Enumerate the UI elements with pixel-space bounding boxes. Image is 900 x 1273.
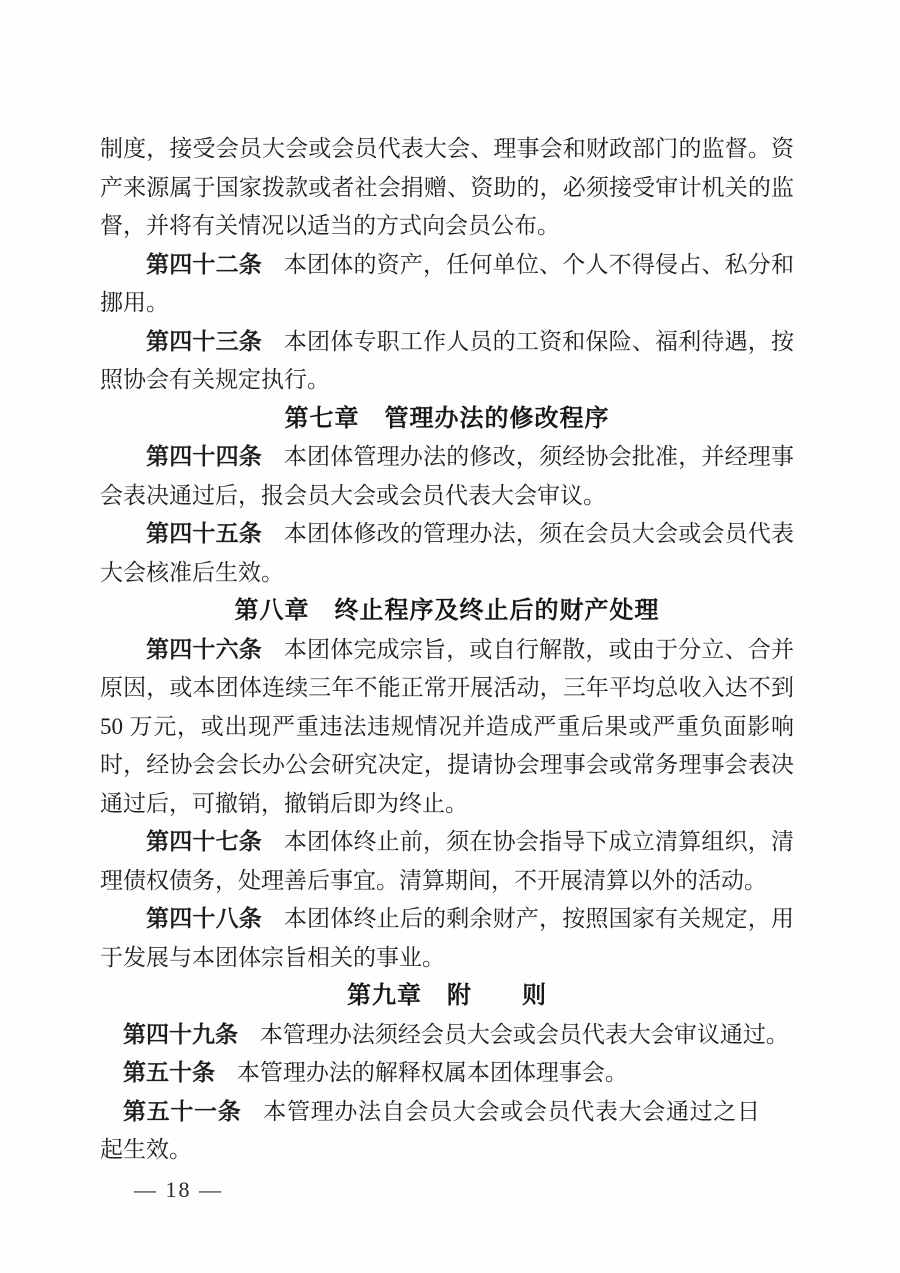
article-number-49: 第四十九条: [123, 1021, 238, 1047]
chapter-heading-9: 第九章 附 则: [347, 982, 547, 1009]
paragraph-continuation: [100, 130, 794, 246]
paragraph-article-51: [100, 1093, 794, 1170]
article-number-45: 第四十五条: [146, 521, 262, 546]
article-number-44: 第四十四条: [146, 444, 262, 469]
article-number-50: 第五十条: [123, 1060, 215, 1085]
article-text-42: 本团体的资产，任何单位、个人不得侵占、私分和挪用。: [100, 251, 795, 315]
article-text-49: 本管理办法须经会员大会或会员代表大会审议通过。: [259, 1021, 789, 1047]
chapter-heading-8: 第八章 终止程序及终止后的财产处理: [234, 597, 660, 624]
chapter-heading-7: 第七章 管理办法的修改程序: [284, 404, 610, 432]
document-page-body: [100, 130, 794, 1210]
paragraph-article-47: [100, 823, 794, 900]
paragraph-article-45: [100, 515, 794, 592]
article-number-51: 第五十一条: [123, 1098, 242, 1124]
article-text-45: 本团体修改的管理办法，须在会员大会或会员代表大会核准后生效。: [100, 521, 795, 585]
paragraph-article-46: [100, 631, 794, 824]
article-number-43: 第四十三条: [146, 328, 262, 354]
paragraph-article-48: [100, 900, 794, 977]
article-text-48: 本团体终止后的剩余财产，按照国家有关规定，用于发展与本团体宗旨相关的事业。: [100, 906, 795, 970]
paragraph-article-50: [100, 1054, 794, 1093]
page-number: — 18 —: [134, 1176, 223, 1202]
article-number-48: 第四十八条: [146, 906, 262, 931]
paragraph-article-43: [100, 323, 794, 400]
article-number-42: 第四十二条: [146, 251, 262, 277]
article-text-50: 本管理办法的解释权属本团体理事会。: [236, 1060, 628, 1085]
paragraph-text: 制度，接受会员大会或会员代表大会、理事会和财政部门的监督。资产来源属于国家拨款或者社会捐赠、资助的，必须接受审计机关的监督，并将有关情况以适当的方式向会员公布。: [100, 136, 794, 238]
paragraph-article-44: [100, 438, 794, 515]
paragraph-article-42: [100, 246, 794, 323]
article-text-43: 本团体专职工作人员的工资和保险、福利待遇，按照协会有关规定执行。: [100, 328, 795, 392]
article-text-46: 本团体完成宗旨，或自行解散，或由于分立、合并原因，或本团体连续三年不能正常开展活动，三年平均总收入达不到50 万元，或出现严重违法违规情况并造成严重后果或严重负面影响时，经协会会长办公会研究决定，提请协会理事会或常务理事会表决通过后，可撤销，撤销后即为终止。: [100, 636, 795, 816]
article-number-47: 第四十七条: [146, 829, 262, 854]
page-footer: [100, 1170, 794, 1210]
paragraph-article-49: [100, 1016, 794, 1055]
article-text-44: 本团体管理办法的修改，须经协会批准，并经理事会表决通过后，报会员大会或会员代表大会审议。: [100, 444, 795, 508]
article-text-51: 本管理办法自会员大会或会员代表大会通过之日起生效。: [100, 1098, 761, 1162]
article-number-46: 第四十六条: [146, 636, 262, 662]
article-text-47: 本团体终止前，须在协会指导下成立清算组织，清理债权债务，处理善后事宜。清算期间，不开展清算以外的活动。: [100, 829, 795, 893]
